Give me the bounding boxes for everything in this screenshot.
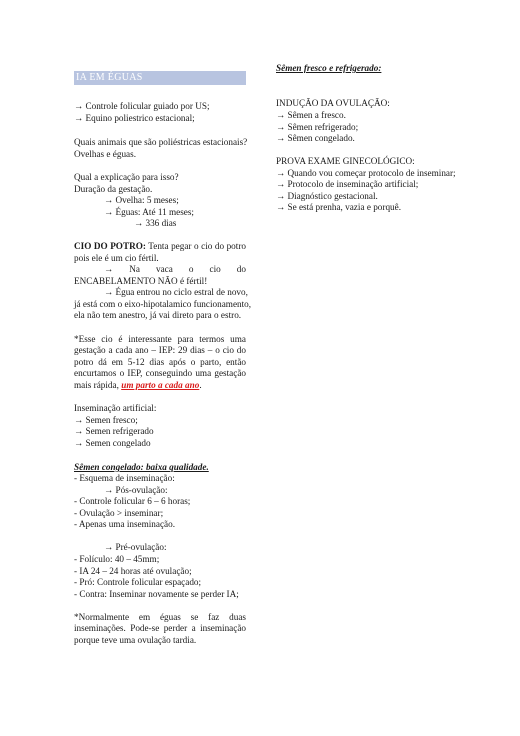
- note-end: .: [199, 380, 202, 390]
- cio-line: já está com o eixo-hipotalamico funcionamento,: [74, 299, 252, 309]
- note-line: potro dá em 5-12 dias após o parto, então: [74, 357, 246, 367]
- answer-line: Ovelhas e éguas.: [74, 149, 136, 159]
- esquema-line: - Ovulação > inseminar;: [74, 508, 164, 518]
- prova-title: PROVA EXAME GINECOLÓGICO:: [276, 156, 415, 166]
- intro-line: → Controle folicular guiado por US;: [74, 101, 210, 111]
- ia-item: → Semen congelado: [74, 438, 151, 448]
- ia-title: Inseminação artificial:: [74, 403, 157, 413]
- pre-line: - Contra: Inseminar novamente se perder IA;: [74, 589, 239, 599]
- inducao-title: INDUÇÃO DA OVULAÇÃO:: [276, 98, 390, 108]
- answer-line: Duração da gestação.: [74, 184, 153, 194]
- note-line: *Esse cio é interessante para termos uma: [74, 334, 246, 344]
- cio-label: CIO DO POTRO:: [74, 241, 146, 251]
- ia-item: → Semen fresco;: [74, 415, 138, 425]
- intro-line: → Equino poliestrico estacional;: [74, 113, 195, 123]
- cio-line: ela não tem anestro, já vai direto para o estro.: [74, 310, 242, 320]
- cio-line: ENCABELAMENTO NÃO é fértil!: [74, 276, 208, 286]
- prova-item: → Quando vou começar protocolo de inseminar;: [276, 168, 456, 178]
- esquema-line: - Esquema de inseminação:: [74, 473, 175, 483]
- cio-line: → Na vaca o cio do: [104, 264, 246, 274]
- inducao-item: → Sêmen a fresco.: [276, 110, 346, 120]
- pre-line: → Pré-ovulação:: [104, 542, 167, 552]
- duration-item: → 336 dias: [134, 218, 177, 228]
- cio-line: [74, 240, 246, 252]
- pre-line: - Folículo: 40 – 45mm;: [74, 554, 160, 564]
- duration-item: → Ovelha: 5 meses;: [104, 195, 179, 205]
- pre-line: - Pró: Controle folicular espaçado;: [74, 577, 202, 587]
- ia-item: → Semen refrigerado: [74, 426, 154, 436]
- esquema-line: - Apenas uma inseminação.: [74, 519, 176, 529]
- note2-line: inseminações. Pode-se perder a inseminação: [74, 623, 246, 633]
- cio-line: → Égua entrou no ciclo estral de novo,: [104, 287, 248, 297]
- duration-item: → Éguas: Até 11 meses;: [104, 207, 194, 217]
- esquema-line: → Pós-ovulação:: [104, 485, 168, 495]
- note-line: gestação a cada ano – IEP: 29 dias – o cio do: [74, 345, 246, 355]
- esquema-line: - Controle folicular 6 – 6 horas;: [74, 496, 191, 506]
- note-line: [74, 379, 202, 391]
- note2-line: porque teve uma ovulação tardia.: [74, 635, 197, 645]
- cio-line: pois ele é um cio fértil.: [74, 253, 159, 263]
- congelado-heading: Sêmen congelado: baixa qualidade.: [74, 462, 209, 472]
- prova-item: → Diagnóstico gestacional.: [276, 191, 378, 201]
- inducao-item: → Sêmen refrigerado;: [276, 122, 359, 132]
- cio-text: Tenta pegar o cio do potro: [145, 241, 246, 251]
- prova-item: → Se está prenha, vazia e porquê.: [276, 202, 402, 212]
- section-banner: [74, 71, 246, 85]
- note-text: mais rápida,: [74, 380, 122, 390]
- prova-item: → Protocolo de inseminação artificial;: [276, 179, 419, 189]
- note2-line: *Normalmente em éguas se faz duas: [74, 612, 246, 622]
- question-line: Qual a explicação para isso?: [74, 172, 179, 182]
- note-emphasis: um parto a cada ano: [121, 380, 200, 390]
- note-line: encurtamos o IEP, conseguindo uma gestação: [74, 368, 246, 378]
- pre-line: - IA 24 – 24 horas até ovulação;: [74, 566, 192, 576]
- banner-title: IA EM ÉGUAS: [76, 72, 143, 83]
- inducao-item: → Sêmen congelado.: [276, 133, 355, 143]
- question-line: Quais animais que são poliéstricas estacionais?: [74, 137, 248, 147]
- right-heading: Sêmen fresco e refrigerado:: [276, 63, 382, 73]
